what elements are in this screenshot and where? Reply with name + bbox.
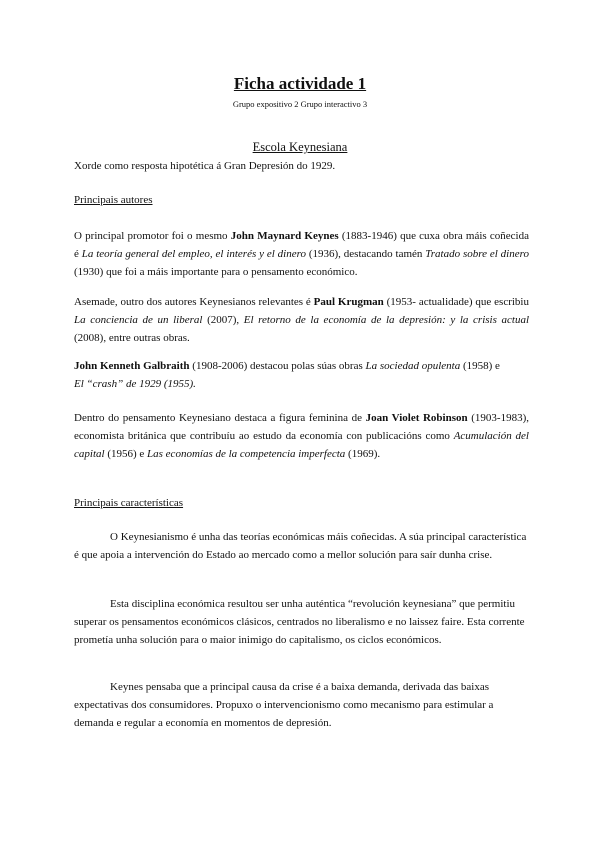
text-run: (1958) e — [460, 360, 500, 372]
author-name: Paul Krugman — [313, 296, 384, 308]
work-title: Tratado sobre el dinero — [425, 248, 529, 260]
text-run: (1936), destacando tamén — [305, 248, 426, 260]
work-title: La conciencia de un liberal — [74, 314, 203, 326]
section-heading: Escola Keynesiana — [252, 140, 348, 154]
author-name: John Maynard Keynes — [230, 230, 339, 242]
text-run: Dentro do pensamento Keynesiano destaca a figura feminina de — [74, 412, 366, 424]
characteristics-heading: Principais características — [74, 497, 184, 509]
text-run: (1956) e — [104, 448, 148, 460]
work-title: Acumulación del capital — [74, 430, 529, 460]
work-title: La teoría general del empleo, el interés y el dinero — [81, 248, 306, 260]
authors-paragraph-keynes — [74, 227, 529, 281]
work-title: Las economías de la competencia imperfecta — [147, 448, 346, 460]
work-title: La sociedad opulenta — [365, 360, 461, 372]
text-run: (1883-1946) que cuxa obra máis coñecida é — [74, 230, 529, 260]
author-name: Joan Violet Robinson — [365, 412, 468, 424]
text-run: (1953- actualidade) que escribiu — [383, 296, 529, 308]
text-run: O principal promotor foi o mesmo — [74, 230, 231, 242]
author-name: John Kenneth Galbraith — [74, 360, 190, 372]
authors-paragraph-galbraith — [74, 357, 504, 393]
text-run: (1908-2006) destacou polas súas obras — [189, 360, 366, 372]
text-run: (2008), entre outras obras. — [74, 332, 190, 344]
document-title: Ficha actividade 1 — [233, 74, 367, 93]
characteristics-paragraph-1: O Keynesianismo é unha das teorías económicas máis coñecidas. A súa principal característica é que apoia a intervención do Estado ao mercado como a mellor solución para saír dunha crise. — [74, 531, 527, 561]
characteristics-paragraph-2: Esta disciplina económica resultou ser unha auténtica “revolución keynesiana” que permitiu superar os pensamentos económicos clásicos, centrados no liberalismo e no laissez faire. Esta corrente prometía unha solución para o maior inimigo do capitalismo, os ciclos económicos. — [74, 598, 525, 646]
authors-paragraph-krugman — [74, 293, 529, 347]
text-run: (1903-1983), economista británica que contribuíu ao estudo da economía con publicacións como — [74, 412, 529, 442]
characteristics-paragraph-3: Keynes pensaba que a principal causa da crise é a baixa demanda, derivada das baixas expectativas dos consumidores. Propuxo o intervencionismo como mecanismo para estimular a demanda e regular a economía en momentos de depresión. — [74, 681, 494, 729]
work-title: El retorno de la economía de la depresión: y la crisis actual — [243, 314, 530, 326]
text-run: (1930) que foi a máis importante para o pensamento económico. — [74, 266, 358, 278]
work-title: El “crash” de 1929 (1955). — [74, 378, 196, 390]
text-run: (1969). — [345, 448, 381, 460]
authors-heading: Principais autores — [74, 194, 153, 206]
text-run: (2007), — [202, 314, 244, 326]
text-run: Asemade, outro dos autores Keynesianos relevantes é — [74, 296, 314, 308]
authors-paragraph-robinson — [74, 409, 529, 463]
document-subtitle: Grupo expositivo 2 Grupo interactivo 3 — [232, 99, 368, 109]
intro-text: Xorde como resposta hipotética á Gran Depresión do 1929. — [74, 160, 336, 172]
